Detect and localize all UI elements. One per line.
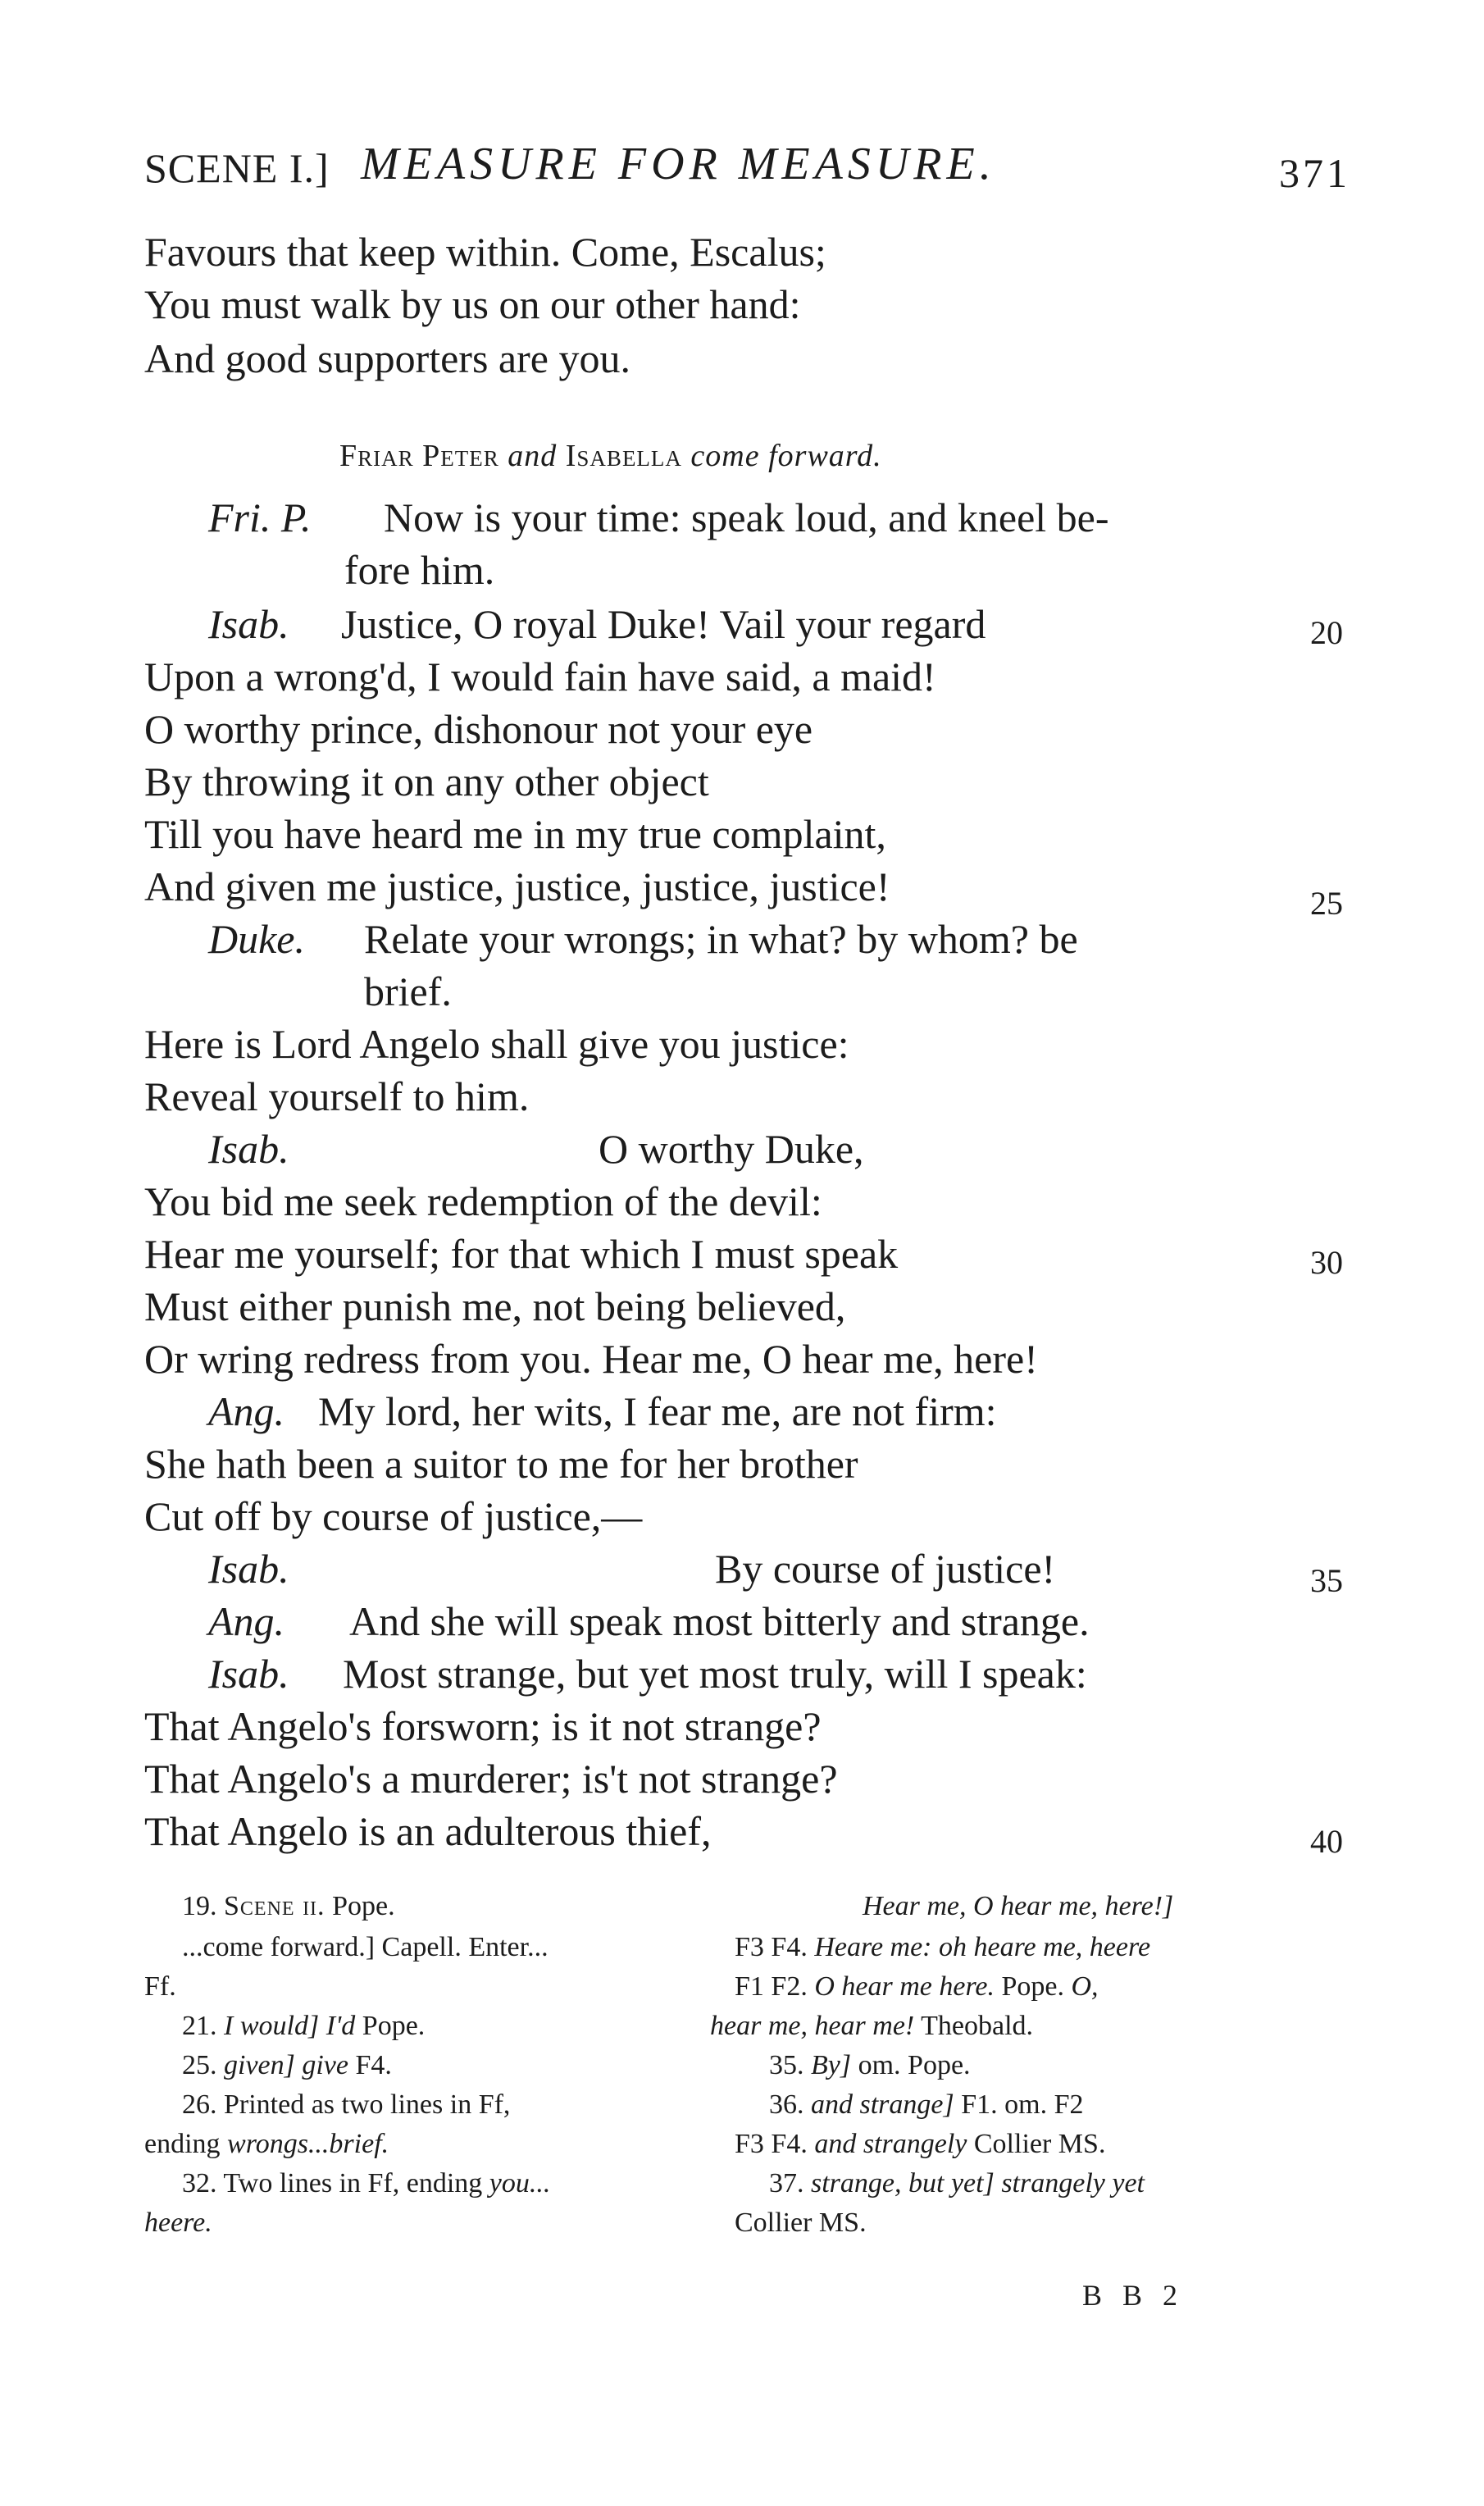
footnote	[182, 2089, 510, 2121]
stage-direction-name: Isabella	[565, 439, 682, 473]
verse-line: And good supporters are you.	[144, 335, 630, 381]
verse-line: Most strange, but yet most truly, will I speak:	[343, 1651, 1087, 1697]
verse-line-continuation: fore him.	[344, 547, 495, 593]
running-head-title: MEASURE FOR MEASURE.	[361, 139, 996, 189]
footnote-text: Collier MS.	[973, 2129, 1106, 2159]
footnote-number: 26.	[182, 2089, 217, 2120]
footnote	[769, 2050, 971, 2081]
footnote-number: 37.	[769, 2168, 804, 2198]
verse-line: She hath been a suitor to me for her brother	[144, 1441, 858, 1487]
verse-line: You must walk by us on our other hand:	[144, 281, 801, 327]
footnote	[710, 2011, 1033, 2042]
footnote-text: ending	[144, 2129, 221, 2159]
verse-line: And given me justice, justice, justice, justice!	[144, 863, 890, 909]
footnote-reading: heere.	[144, 2208, 212, 2238]
footnote	[735, 2129, 1105, 2160]
footnote-text: Pope.	[1001, 1971, 1064, 2002]
footnote-number: 32.	[182, 2168, 217, 2198]
footnote	[769, 2168, 1145, 2199]
footnote-text: Pope.	[362, 2011, 426, 2041]
speaker-name: Isab.	[208, 1546, 289, 1592]
footnote-reading: I'd	[325, 2011, 356, 2041]
footnote	[769, 2089, 1084, 2121]
verse-line: Now is your time: speak loud, and kneel be-	[384, 494, 1109, 540]
verse-line: My lord, her wits, I fear me, are not firm:	[318, 1388, 997, 1434]
footnote-text: Theobald.	[921, 2011, 1034, 2041]
footnote-reading: strangely yet	[1001, 2168, 1145, 2198]
footnote-reading: and strangely	[814, 2129, 967, 2159]
verse-line: O worthy prince, dishonour not your eye	[144, 706, 813, 752]
verse-line: Or wring redress from you. Hear me, O hear me, here!	[144, 1336, 1038, 1382]
footnote-reading: Heare me: oh heare me, heere	[814, 1932, 1151, 1962]
speaker-name: Fri. P.	[208, 494, 312, 540]
footnote-lemma: given]	[224, 2050, 295, 2080]
footnote	[735, 1932, 1150, 1963]
footnote-number: 25.	[182, 2050, 217, 2080]
verse-line: And she will speak most bitterly and strange.	[349, 1598, 1090, 1644]
speaker-name: Isab.	[208, 1651, 289, 1697]
verse-line: Relate your wrongs; in what? by whom? be	[364, 916, 1078, 962]
footnote-text: Ff.	[144, 1971, 176, 2002]
verse-line: Here is Lord Angelo shall give you justice:	[144, 1021, 849, 1067]
speaker-name: Duke.	[208, 916, 305, 962]
footnote-reading: give	[302, 2050, 348, 2080]
footnote-reading: you...	[489, 2168, 551, 2198]
footnote	[144, 2129, 389, 2160]
line-number: 35	[1310, 1562, 1343, 1599]
running-head-scene: SCENE I.]	[144, 145, 330, 191]
footnote-text: Scene ii.	[224, 1891, 325, 1921]
footnote-text: F3 F4.	[735, 2129, 808, 2159]
verse-line: Hear me yourself; for that which I must speak	[144, 1231, 899, 1277]
footnote-lemma: By]	[811, 2050, 852, 2080]
verse-line-continuation: brief.	[364, 968, 452, 1014]
footnote-text: F4.	[355, 2050, 392, 2080]
speaker-name: Ang.	[208, 1598, 285, 1644]
speaker-name: Isab.	[208, 601, 289, 647]
footnote-text: Pope.	[332, 1891, 395, 1921]
signature-mark: B B 2	[1082, 2279, 1185, 2312]
stage-direction-action: come forward.	[690, 439, 882, 473]
verse-line: Must either punish me, not being believed,	[144, 1283, 846, 1329]
footnote-text: om. Pope.	[858, 2050, 971, 2080]
footnote-number: 21.	[182, 2011, 217, 2041]
stage-direction	[339, 438, 882, 474]
stage-direction-connector: and	[508, 439, 558, 473]
footnote-reading: O hear me here.	[814, 1971, 995, 2002]
verse-line: Justice, O royal Duke! Vail your regard	[341, 601, 986, 647]
footnote-number: 36.	[769, 2089, 804, 2120]
footnote-number: 19.	[182, 1891, 217, 1921]
line-number: 30	[1310, 1244, 1343, 1281]
verse-line: Favours that keep within. Come, Escalus;	[144, 229, 826, 275]
footnote-text: ...come forward.] Capell. Enter...	[182, 1932, 549, 1962]
footnote-text: F1. om. F2	[961, 2089, 1084, 2120]
footnote	[182, 2050, 392, 2081]
page-number: 371	[1279, 150, 1350, 196]
footnote-lemma: strange, but yet]	[811, 2168, 995, 2198]
verse-line: That Angelo's a murderer; is't not strange?	[144, 1756, 838, 1802]
footnote-lemma: I would]	[224, 2011, 320, 2041]
verse-line: You bid me seek redemption of the devil:	[144, 1178, 822, 1224]
verse-line: By course of justice!	[715, 1546, 1056, 1592]
footnote-reading: wrongs...brief.	[227, 2129, 389, 2159]
footnote-text: Two lines in Ff, ending	[223, 2168, 483, 2198]
footnote-text: Collier MS.	[735, 2208, 867, 2238]
stage-direction-name: Friar Peter	[339, 439, 499, 473]
footnote-text: F1 F2.	[735, 1971, 808, 2002]
verse-line: By throwing it on any other object	[144, 759, 709, 804]
footnote-text: F3 F4.	[735, 1932, 808, 1962]
footnote	[182, 1891, 395, 1922]
line-number: 25	[1310, 885, 1343, 922]
footnote	[182, 2011, 425, 2042]
speaker-name: Isab.	[208, 1126, 289, 1172]
verse-line: Reveal yourself to him.	[144, 1073, 530, 1119]
verse-line: Till you have heard me in my true complaint,	[144, 811, 886, 857]
verse-line: O worthy Duke,	[599, 1126, 864, 1172]
line-number: 40	[1310, 1823, 1343, 1860]
footnote-reading: hear me, hear me!	[710, 2011, 915, 2041]
footnote-text: Printed as two lines in Ff,	[224, 2089, 511, 2120]
footnote-number: 35.	[769, 2050, 804, 2080]
footnote	[182, 2168, 550, 2199]
footnote	[735, 1971, 1099, 2003]
footnote-lemma: and strange]	[811, 2089, 954, 2120]
verse-line: That Angelo is an adulterous thief,	[144, 1808, 712, 1854]
verse-line: That Angelo's forsworn; is it not strange?	[144, 1703, 822, 1749]
footnote-reading: O,	[1071, 1971, 1099, 2002]
verse-line: Upon a wrong'd, I would fain have said, a maid!	[144, 654, 936, 699]
speaker-name: Ang.	[208, 1388, 285, 1434]
verse-line: Cut off by course of justice,—	[144, 1493, 643, 1539]
footnote-lemma: Hear me, O hear me, here!]	[863, 1891, 1174, 1921]
line-number: 20	[1310, 614, 1343, 651]
